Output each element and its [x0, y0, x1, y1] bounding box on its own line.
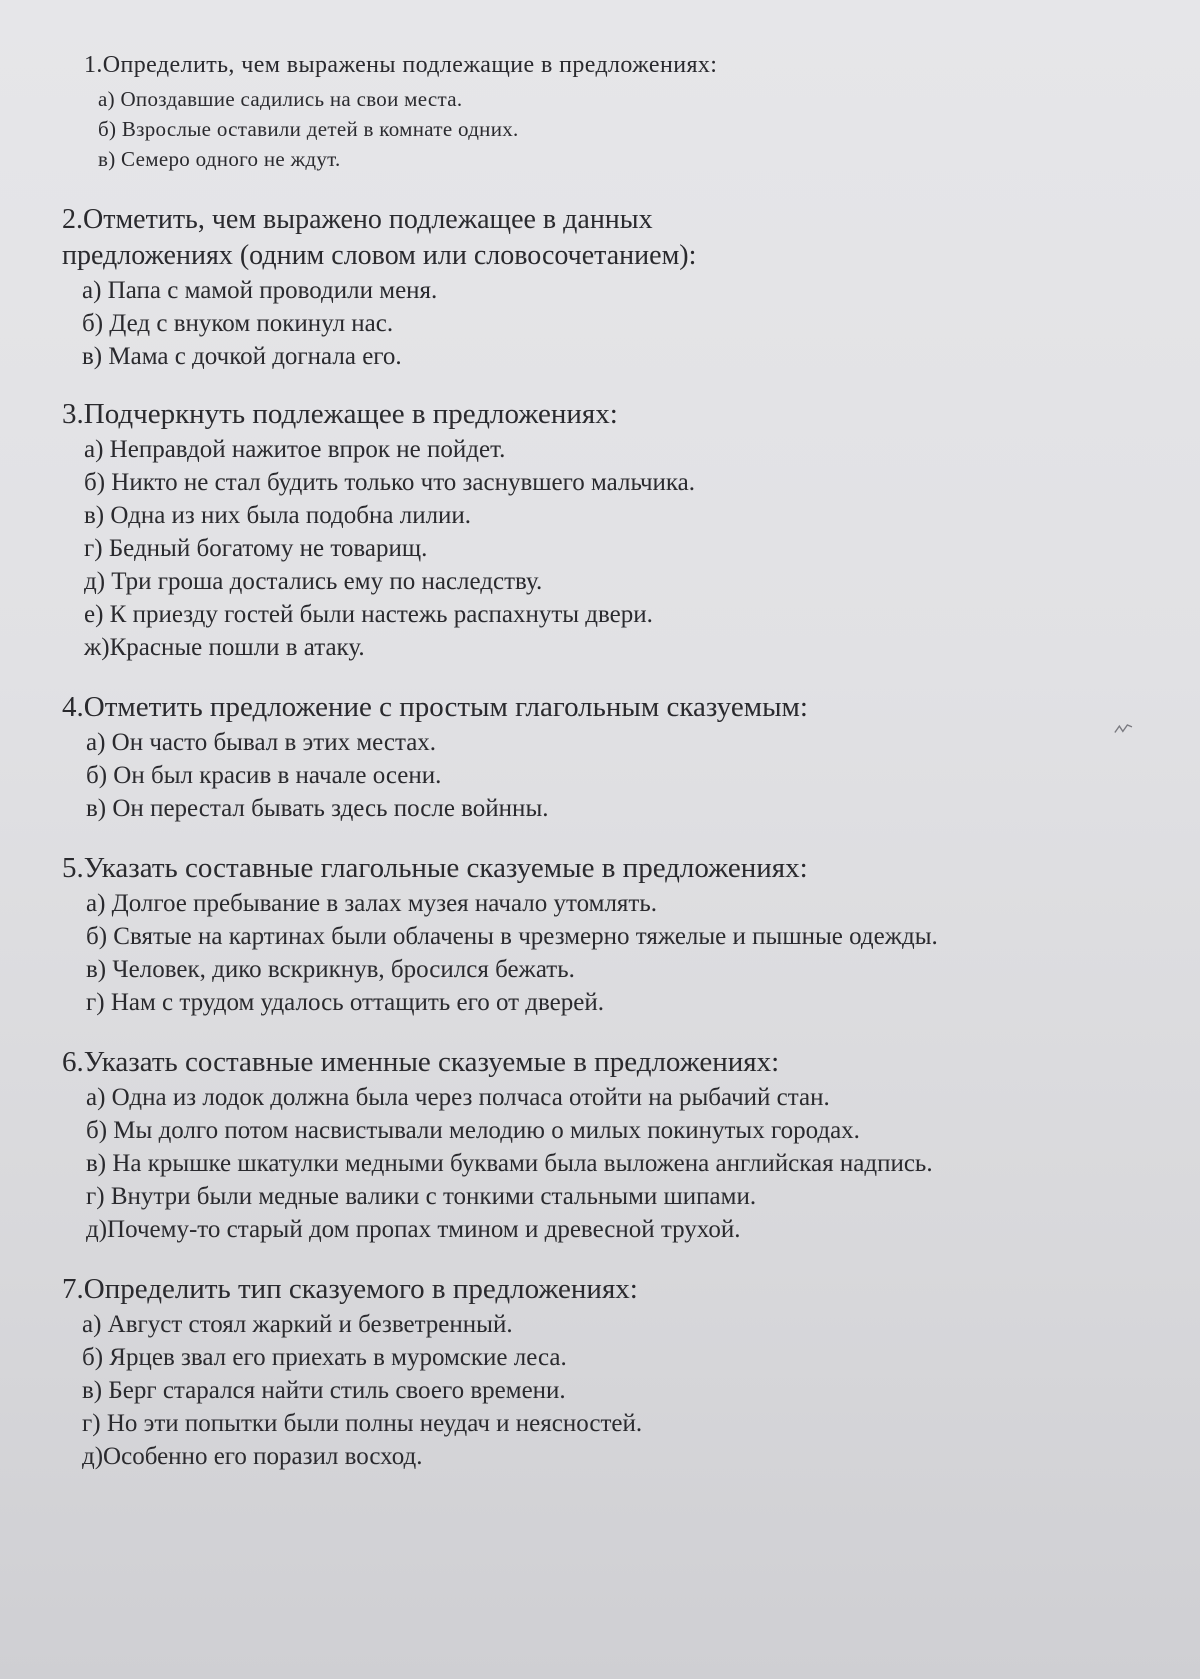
task-4 — [62, 688, 1152, 825]
task-6-title: 6.Указать составные именные сказуемые в предложениях: — [62, 1045, 780, 1078]
task-7-option-b: б) Ярцев звал его приехать в муромские леса. — [82, 1343, 567, 1371]
worksheet — [62, 52, 1152, 1473]
task-5-option-a: а) Долгое пребывание в залах музея начало утомлять. — [86, 889, 658, 917]
task-1-options — [98, 84, 1152, 174]
task-2-title-line-2: предложениях (одним словом или словосочетанием): — [62, 239, 697, 271]
task-7-option-d: г) Но эти попытки были полны неудач и неясностей. — [82, 1409, 643, 1437]
task-7-option-c: в) Берг старался найти стиль своего времени. — [82, 1376, 566, 1404]
task-2-title-line-1: 2.Отметить, чем выражено подлежащее в данных — [62, 203, 653, 235]
task-1-option-b: б) Взрослые оставили детей в комнате одних. — [98, 116, 519, 141]
task-4-option-a: а) Он часто бывал в этих местах. — [86, 728, 437, 756]
task-2 — [62, 202, 1152, 373]
task-6-option-e: д)Почему-то старый дом пропах тмином и древесной трухой. — [86, 1215, 741, 1243]
task-7 — [62, 1270, 1152, 1473]
task-5-option-d: г) Нам с трудом удалось оттащить его от дверей. — [86, 988, 604, 1016]
task-3 — [62, 395, 1152, 664]
task-3-option-b: б) Никто не стал будить только что заснувшего мальчика. — [84, 468, 696, 496]
task-5-option-b: б) Святые на картинах были облачены в чрезмерно тяжелые и пышные одежды. — [86, 922, 938, 950]
task-6-option-a: а) Одна из лодок должна была через полчаса отойти на рыбачий стан. — [86, 1083, 830, 1111]
task-5-title: 5.Указать составные глагольные сказуемые в предложениях: — [62, 851, 808, 884]
task-4-option-b: б) Он был красив в начале осени. — [86, 761, 442, 789]
task-6-option-b: б) Мы долго потом насвистывали мелодию о милых покинутых городах. — [86, 1116, 860, 1144]
task-3-title: 3.Подчеркнуть подлежащее в предложениях: — [62, 397, 618, 430]
task-7-option-a: а) Август стоял жаркий и безветренный. — [82, 1310, 513, 1338]
task-1-option-c: в) Семеро одного не ждут. — [98, 146, 341, 171]
task-4-title: 4.Отметить предложение с простым глагольным сказуемым: — [62, 690, 808, 723]
task-3-option-d: г) Бедный богатому не товарищ. — [84, 534, 428, 562]
task-1-title: 1.Определить, чем выражены подлежащие в предложениях: — [84, 52, 718, 78]
task-5-option-c: в) Человек, дико вскрикнув, бросился бежать. — [86, 955, 575, 983]
task-6-options — [86, 1081, 1152, 1246]
task-7-option-e: д)Особенно его поразил восход. — [82, 1442, 423, 1470]
task-7-title: 7.Определить тип сказуемого в предложениях: — [62, 1272, 638, 1305]
task-6-option-d: г) Внутри были медные валики с тонкими стальными шипами. — [86, 1182, 757, 1210]
task-3-option-g: ж)Красные пошли в атаку. — [84, 633, 365, 661]
task-6 — [62, 1043, 1152, 1246]
task-2-option-c: в) Мама с дочкой догнала его. — [82, 342, 402, 370]
task-3-options — [84, 433, 1152, 664]
task-1-option-a: а) Опоздавшие садились на свои места. — [98, 86, 463, 111]
task-4-option-c: в) Он перестал бывать здесь после войнны. — [86, 794, 549, 822]
task-2-options — [82, 274, 1152, 373]
task-3-option-c: в) Одна из них была подобна лилии. — [84, 501, 472, 529]
task-3-option-a: а) Неправдой нажитое впрок не пойдет. — [84, 435, 506, 463]
task-5 — [62, 849, 1152, 1019]
task-5-options — [86, 887, 1152, 1019]
task-4-options — [86, 726, 1152, 825]
task-7-options — [82, 1308, 1152, 1473]
task-2-option-a: а) Папа с мамой проводили меня. — [82, 276, 438, 304]
task-2-title — [62, 202, 1152, 274]
task-3-option-f: е) К приезду гостей были настежь распахнуты двери. — [84, 600, 653, 628]
task-2-option-b: б) Дед с внуком покинул нас. — [82, 309, 394, 337]
task-3-option-e: д) Три гроша достались ему по наследству. — [84, 567, 543, 595]
task-6-option-c: в) На крышке шкатулки медными буквами была выложена английская надпись. — [86, 1149, 933, 1177]
task-1 — [84, 52, 1152, 174]
